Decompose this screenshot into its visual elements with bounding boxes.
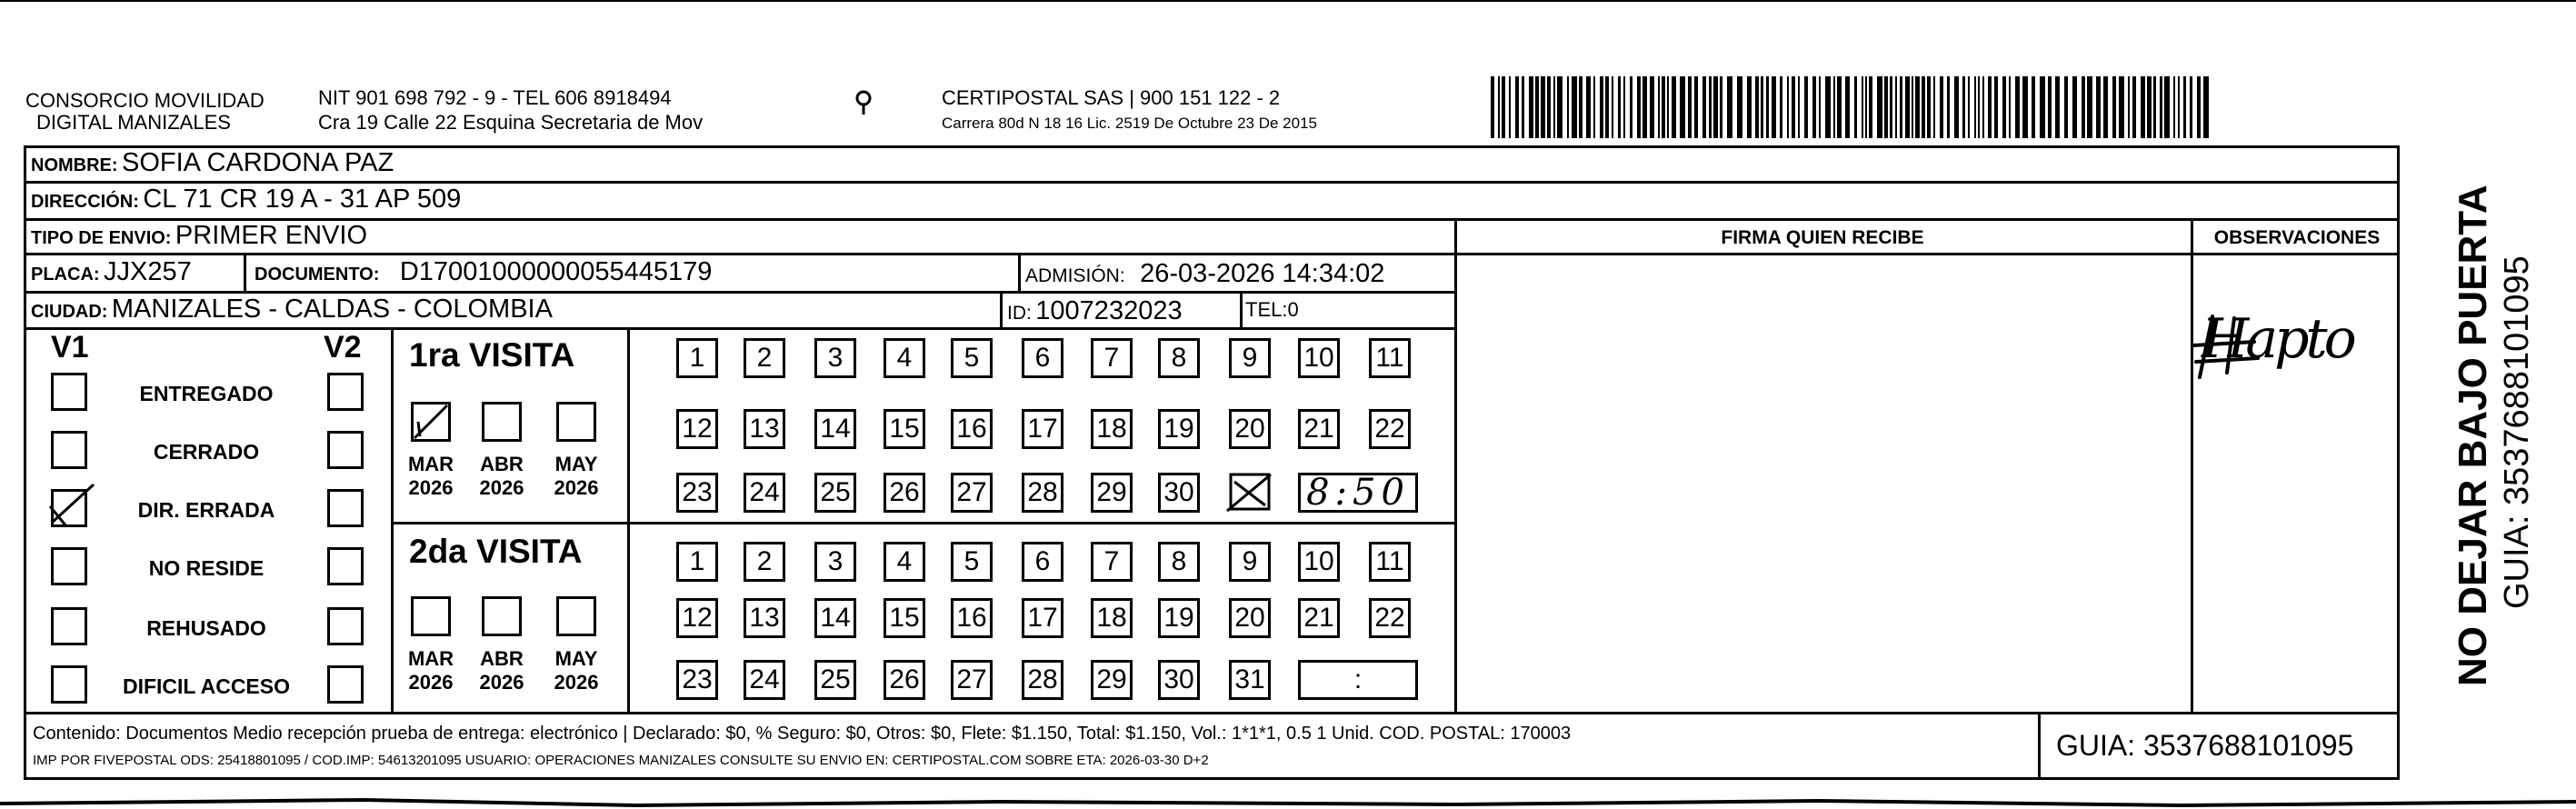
second-visit-title: 2da VISITA bbox=[409, 533, 583, 570]
day-box[interactable] bbox=[814, 598, 856, 638]
observaciones-header: OBSERVACIONES bbox=[2213, 227, 2381, 248]
col-line bbox=[1018, 253, 1021, 291]
status-label: DIFICIL ACCESO bbox=[122, 674, 290, 698]
day-box[interactable] bbox=[1022, 338, 1063, 378]
day-box[interactable] bbox=[1158, 409, 1200, 449]
day-box[interactable] bbox=[1298, 338, 1340, 378]
v2-checkbox[interactable] bbox=[327, 373, 364, 411]
company-name-line2: DIGITAL MANIZALES bbox=[36, 111, 231, 134]
row-line bbox=[24, 218, 2400, 221]
day-number: 28 bbox=[1027, 664, 1058, 694]
day-box[interactable] bbox=[1091, 598, 1133, 638]
day-number: 11 bbox=[1375, 343, 1404, 373]
v2-checkbox[interactable] bbox=[327, 547, 364, 585]
day-number: 13 bbox=[749, 414, 780, 444]
side-guia: GUIA: 3537688101095 bbox=[2498, 255, 2536, 609]
day-box[interactable] bbox=[676, 542, 718, 582]
year-label: 2026 bbox=[554, 671, 599, 694]
year-label: 2026 bbox=[479, 476, 524, 499]
placa-label: PLACA: bbox=[31, 265, 100, 285]
check-mark-icon bbox=[1225, 469, 1276, 514]
day-box[interactable] bbox=[951, 338, 993, 378]
day-box[interactable] bbox=[1158, 660, 1200, 700]
time-box[interactable] bbox=[1298, 660, 1418, 700]
v2-checkbox[interactable] bbox=[327, 665, 364, 704]
time-value: : bbox=[1353, 664, 1363, 694]
check-mark-icon bbox=[411, 402, 451, 442]
day-box[interactable] bbox=[884, 598, 925, 638]
v2-checkbox[interactable] bbox=[327, 431, 364, 469]
day-box[interactable] bbox=[1022, 409, 1063, 449]
day-box[interactable] bbox=[1229, 542, 1271, 582]
day-number: 29 bbox=[1096, 477, 1127, 507]
month-label: ABR bbox=[480, 453, 524, 475]
signature bbox=[2174, 291, 2383, 391]
v1-checkbox[interactable] bbox=[51, 665, 87, 704]
row-line bbox=[24, 327, 1456, 330]
day-box[interactable] bbox=[884, 338, 925, 378]
day-number: 27 bbox=[956, 477, 987, 507]
day-number: 12 bbox=[682, 414, 713, 444]
month-checkbox[interactable] bbox=[482, 596, 522, 636]
day-number: 21 bbox=[1303, 414, 1334, 444]
day-box[interactable] bbox=[1229, 409, 1271, 449]
day-box[interactable] bbox=[676, 409, 718, 449]
day-number: 15 bbox=[889, 603, 920, 633]
day-number: 31 bbox=[1234, 664, 1265, 694]
day-number: 20 bbox=[1234, 414, 1265, 444]
contenido-line: Contenido: Documentos Medio recepción prueba de entrega: electrónico | Declarado: $0, % Seguro: $0, Otros: $0, Flete: $1.150, Total: $1.150, Vol.: 1*1*1, 0.5 1 Unid. COD. POSTAL: 170003 bbox=[33, 724, 1572, 744]
day-number: 22 bbox=[1374, 414, 1405, 444]
col-line-firma bbox=[1454, 218, 1457, 714]
id-label: ID: bbox=[1007, 303, 1032, 324]
direccion-value: CL 71 CR 19 A - 31 AP 509 bbox=[143, 185, 462, 214]
month-label: MAR bbox=[407, 453, 454, 475]
signature-text: Hapto bbox=[2202, 307, 2353, 371]
day-box[interactable] bbox=[1158, 338, 1200, 378]
day-number: 30 bbox=[1163, 477, 1194, 507]
v2-header: V2 bbox=[324, 330, 362, 365]
v1-checkbox[interactable] bbox=[51, 489, 87, 527]
barcode-icon bbox=[1491, 76, 2218, 138]
v1-header: V1 bbox=[51, 330, 89, 365]
day-number: 1 bbox=[689, 546, 705, 576]
month-checkbox[interactable] bbox=[556, 402, 596, 442]
placa-field bbox=[31, 257, 192, 287]
id-value: 1007232023 bbox=[1035, 296, 1183, 325]
day-box[interactable] bbox=[744, 473, 785, 513]
direccion-label: DIRECCIÓN: bbox=[31, 192, 139, 212]
day-box[interactable] bbox=[884, 660, 925, 700]
day-number: 9 bbox=[1242, 343, 1258, 373]
day-box[interactable] bbox=[1158, 473, 1200, 513]
footer-guia: GUIA: 3537688101095 bbox=[2056, 729, 2354, 762]
month-label: MAY bbox=[554, 647, 598, 670]
year-label: 2026 bbox=[408, 476, 454, 499]
day-number: 19 bbox=[1163, 414, 1194, 444]
nombre-field bbox=[31, 148, 394, 178]
day-box[interactable] bbox=[1022, 473, 1063, 513]
day-box[interactable] bbox=[814, 338, 856, 378]
day-number: 6 bbox=[1034, 546, 1051, 576]
day-number: 17 bbox=[1027, 414, 1058, 444]
day-number: 8 bbox=[1171, 343, 1187, 373]
day-number: 29 bbox=[1096, 664, 1127, 694]
v1-checkbox[interactable] bbox=[51, 547, 87, 585]
day-box[interactable] bbox=[744, 409, 785, 449]
day-box[interactable] bbox=[1369, 542, 1411, 582]
side-warning: NO DEJAR BAJO PUERTA bbox=[2451, 185, 2495, 686]
day-box[interactable] bbox=[814, 542, 856, 582]
day-box[interactable] bbox=[884, 473, 925, 513]
day-box[interactable] bbox=[1091, 542, 1133, 582]
day-box[interactable] bbox=[951, 542, 993, 582]
documento-label: DOCUMENTO: bbox=[255, 265, 380, 285]
v2-checkbox[interactable] bbox=[327, 489, 364, 527]
day-number: 19 bbox=[1163, 603, 1194, 633]
day-number: 4 bbox=[896, 546, 913, 576]
day-number: 15 bbox=[889, 414, 920, 444]
nit-line: NIT 901 698 792 - 9 - TEL 606 8918494 bbox=[318, 86, 672, 109]
day-box[interactable] bbox=[1229, 473, 1271, 513]
col-line bbox=[244, 253, 246, 291]
v1-checkbox[interactable] bbox=[51, 431, 87, 469]
day-number: 26 bbox=[889, 477, 920, 507]
day-box[interactable] bbox=[1091, 338, 1133, 378]
year-label: 2026 bbox=[408, 671, 454, 694]
day-number: 25 bbox=[820, 664, 851, 694]
day-box[interactable] bbox=[1091, 409, 1133, 449]
day-number: 18 bbox=[1096, 414, 1127, 444]
day-box[interactable] bbox=[1022, 598, 1063, 638]
day-box[interactable] bbox=[951, 473, 993, 513]
day-box[interactable] bbox=[1022, 660, 1063, 700]
day-number: 24 bbox=[749, 664, 780, 694]
day-box[interactable] bbox=[951, 598, 993, 638]
day-number: 23 bbox=[682, 664, 713, 694]
ciudad-value: MANIZALES - CALDAS - COLOMBIA bbox=[111, 295, 553, 324]
tipo-envio-label: TIPO DE ENVIO: bbox=[31, 228, 172, 248]
day-number: 2 bbox=[756, 343, 773, 373]
day-number: 14 bbox=[820, 603, 851, 633]
logo-icon bbox=[850, 87, 877, 124]
time-value: 8:50 bbox=[1306, 472, 1410, 514]
day-box[interactable] bbox=[951, 409, 993, 449]
day-box[interactable] bbox=[1022, 542, 1063, 582]
first-visit-title: 1ra VISITA bbox=[409, 336, 575, 374]
ciudad-field bbox=[31, 295, 553, 325]
day-box[interactable] bbox=[676, 338, 718, 378]
day-number: 26 bbox=[889, 664, 920, 694]
admision-value: 26-03-2026 14:34:02 bbox=[1140, 259, 1385, 288]
day-number: 18 bbox=[1096, 603, 1127, 633]
day-box[interactable] bbox=[744, 660, 785, 700]
day-number: 20 bbox=[1234, 603, 1265, 633]
month-checkbox[interactable] bbox=[556, 596, 596, 636]
status-label: REHUSADO bbox=[146, 616, 266, 640]
month-checkbox[interactable] bbox=[411, 596, 451, 636]
day-number: 27 bbox=[956, 664, 987, 694]
day-number: 22 bbox=[1374, 603, 1405, 633]
day-number: 28 bbox=[1027, 477, 1058, 507]
day-box[interactable] bbox=[1369, 409, 1411, 449]
company-name-line1: CONSORCIO MOVILIDAD bbox=[25, 89, 265, 112]
col-line bbox=[391, 327, 394, 712]
row-line bbox=[1454, 253, 2400, 255]
ciudad-label: CIUDAD: bbox=[31, 302, 108, 322]
status-label: CERRADO bbox=[153, 440, 260, 464]
day-box[interactable] bbox=[951, 660, 993, 700]
v1-checkbox[interactable] bbox=[51, 607, 87, 645]
day-number: 10 bbox=[1303, 343, 1334, 373]
day-number: 11 bbox=[1375, 546, 1404, 576]
day-number: 6 bbox=[1034, 343, 1051, 373]
placa-value: JJX257 bbox=[104, 257, 192, 286]
month-checkbox[interactable] bbox=[411, 402, 451, 442]
col-line bbox=[627, 327, 630, 712]
day-box[interactable] bbox=[884, 409, 925, 449]
day-box[interactable] bbox=[1091, 660, 1133, 700]
status-label: NO RESIDE bbox=[148, 556, 265, 580]
day-number: 24 bbox=[749, 477, 780, 507]
torn-edge bbox=[0, 791, 2576, 809]
firma-header: FIRMA QUIEN RECIBE bbox=[1721, 227, 1924, 248]
day-box[interactable] bbox=[814, 409, 856, 449]
day-box[interactable] bbox=[1158, 542, 1200, 582]
tel-value: TEL:0 bbox=[1245, 298, 1299, 321]
day-number: 12 bbox=[682, 603, 713, 633]
day-number: 9 bbox=[1242, 546, 1258, 576]
day-box[interactable] bbox=[676, 473, 718, 513]
col-line bbox=[1240, 291, 1243, 327]
year-label: 2026 bbox=[479, 671, 524, 694]
tipo-envio-field bbox=[31, 221, 367, 251]
month-label: MAY bbox=[554, 453, 598, 475]
status-label: ENTREGADO bbox=[139, 382, 274, 405]
day-box[interactable] bbox=[1369, 338, 1411, 378]
day-number: 10 bbox=[1303, 546, 1334, 576]
row-line bbox=[391, 522, 1454, 524]
check-mark-icon bbox=[46, 479, 101, 534]
day-number: 5 bbox=[964, 343, 980, 373]
day-box[interactable] bbox=[676, 598, 718, 638]
v1-checkbox[interactable] bbox=[51, 373, 87, 411]
imp-line: IMP POR FIVEPOSTAL ODS: 25418801095 / COD.IMP: 54613201095 USUARIO: OPERACIONES MANIZALES CONSULTE SU ENVIO EN: CERTIPOSTAL.COM SOBRE ETA: 2026-03-30 D+2 bbox=[33, 753, 1209, 768]
day-number: 5 bbox=[964, 546, 980, 576]
day-number: 14 bbox=[820, 414, 851, 444]
day-number: 7 bbox=[1103, 546, 1120, 576]
day-number: 2 bbox=[756, 546, 773, 576]
day-number: 4 bbox=[896, 343, 913, 373]
day-number: 23 bbox=[682, 477, 713, 507]
row-line bbox=[24, 181, 2400, 184]
admision-field bbox=[1025, 259, 1384, 289]
day-box[interactable] bbox=[676, 660, 718, 700]
time-box[interactable] bbox=[1298, 473, 1418, 513]
day-box[interactable] bbox=[1369, 598, 1411, 638]
day-number: 30 bbox=[1163, 664, 1194, 694]
day-number: 8 bbox=[1171, 546, 1187, 576]
day-number: 3 bbox=[827, 546, 844, 576]
carrier-license-line: Carrera 80d N 18 16 Lic. 2519 De Octubre 23 De 2015 bbox=[942, 115, 1317, 132]
day-box[interactable] bbox=[1298, 542, 1340, 582]
day-box[interactable] bbox=[1158, 598, 1200, 638]
tipo-envio-value: PRIMER ENVIO bbox=[175, 221, 368, 250]
day-number: 1 bbox=[689, 343, 705, 373]
documento-value: D17001000000055445179 bbox=[399, 257, 713, 286]
day-number: 21 bbox=[1303, 603, 1334, 633]
col-line bbox=[2038, 712, 2041, 780]
day-number: 17 bbox=[1027, 603, 1058, 633]
status-label: DIR. ERRADA bbox=[137, 498, 275, 522]
nombre-label: NOMBRE: bbox=[31, 155, 118, 175]
day-number: 13 bbox=[749, 603, 780, 633]
day-box[interactable] bbox=[1229, 338, 1271, 378]
month-checkbox[interactable] bbox=[482, 402, 522, 442]
admision-label: ADMISIÓN: bbox=[1025, 265, 1125, 286]
day-box[interactable] bbox=[1229, 660, 1271, 700]
carrier-name-line: CERTIPOSTAL SAS | 900 151 122 - 2 bbox=[942, 86, 1281, 109]
direccion-field bbox=[31, 185, 461, 215]
month-label: ABR bbox=[480, 647, 524, 670]
address-line: Cra 19 Calle 22 Esquina Secretaria de Mov bbox=[318, 111, 704, 134]
day-box[interactable] bbox=[1229, 598, 1271, 638]
day-box[interactable] bbox=[744, 338, 785, 378]
day-number: 16 bbox=[956, 414, 987, 444]
day-box[interactable] bbox=[814, 660, 856, 700]
day-box[interactable] bbox=[814, 473, 856, 513]
v2-checkbox[interactable] bbox=[327, 607, 364, 645]
day-box[interactable] bbox=[1091, 473, 1133, 513]
row-line bbox=[24, 712, 2400, 714]
id-field bbox=[1007, 296, 1183, 326]
day-box[interactable] bbox=[744, 598, 785, 638]
month-label: MAR bbox=[407, 647, 454, 670]
day-box[interactable] bbox=[744, 542, 785, 582]
documento-field bbox=[255, 257, 712, 287]
top-edge-line bbox=[0, 0, 2576, 2]
day-number: 25 bbox=[820, 477, 851, 507]
day-number: 7 bbox=[1103, 343, 1120, 373]
nombre-value: SOFIA CARDONA PAZ bbox=[122, 148, 394, 177]
day-box[interactable] bbox=[1298, 598, 1340, 638]
day-box[interactable] bbox=[884, 542, 925, 582]
day-number: 3 bbox=[827, 343, 844, 373]
col-line bbox=[1000, 291, 1003, 327]
day-number: 16 bbox=[956, 603, 987, 633]
day-box[interactable] bbox=[1298, 409, 1340, 449]
year-label: 2026 bbox=[554, 476, 599, 499]
